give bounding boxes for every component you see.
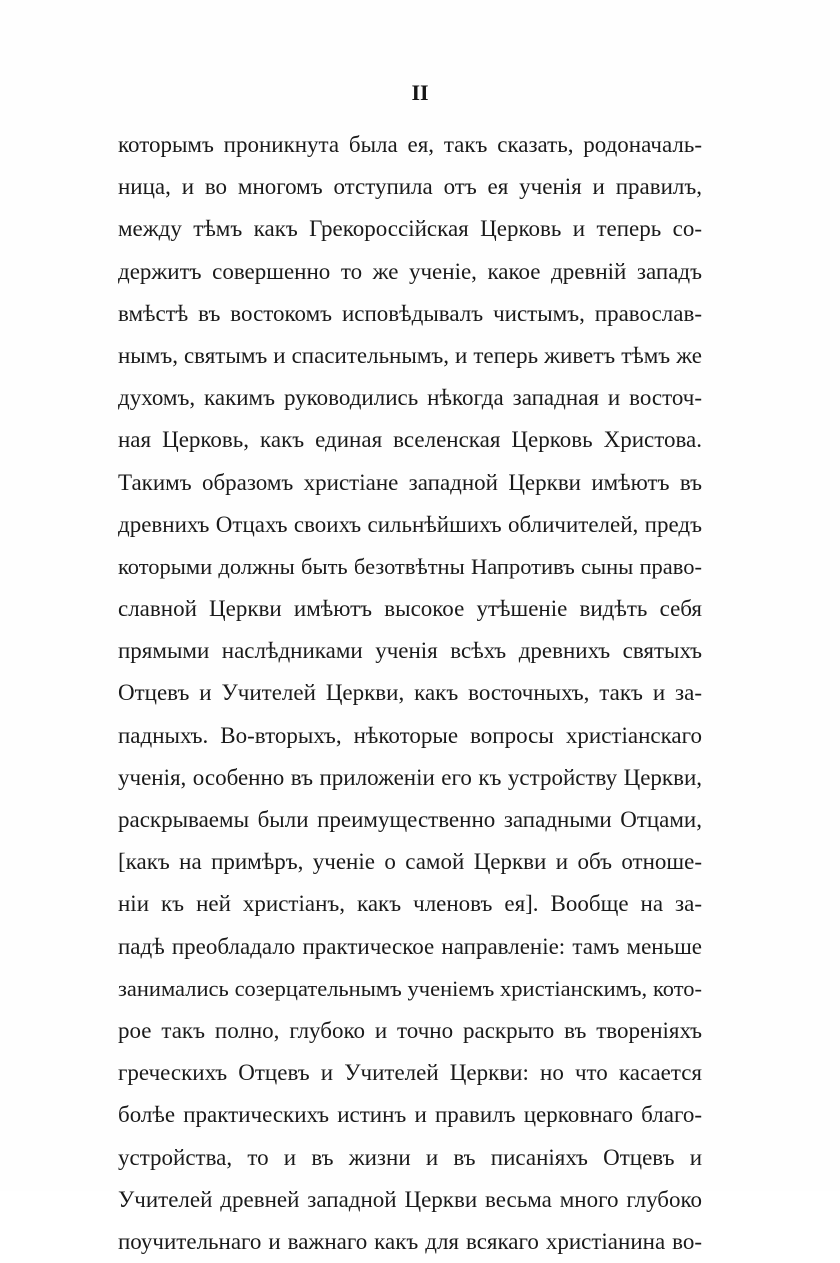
page-number: II — [411, 80, 429, 105]
text-line: ученія, особенно въ приложеніи его къ устройству Церкви, — [118, 764, 702, 790]
text-line: Такимъ образомъ христіане западной Церкви имѣютъ въ — [118, 469, 702, 495]
text-line: болѣе практическихъ истинъ и правилъ церковнаго благо- — [118, 1102, 702, 1128]
text-line: вмѣстѣ въ востокомъ исповѣдывалъ чистымъ, православ- — [118, 300, 702, 326]
text-line: славной Церкви имѣютъ высокое утѣшеніе видѣть себя — [118, 596, 702, 622]
body-text — [118, 124, 702, 1263]
text-line: духомъ, какимъ руководились нѣкогда западная и восточ- — [118, 385, 702, 411]
text-line: раскрываемы были преимущественно западными Отцами, — [118, 807, 702, 832]
text-line: падѣ преобладало практическое направленіе: тамъ меньше — [118, 933, 702, 959]
text-line: держитъ совершенно то же ученіе, какое древній западъ — [118, 258, 702, 284]
text-line: ная Церковь, какъ единая вселенская Церковь Христова. — [118, 427, 702, 453]
text-line: падныхъ. Во-вторыхъ, нѣкоторые вопросы христіанскаго — [118, 722, 702, 748]
text-line: ница, и во многомъ отступила отъ ея ученія и правилъ, — [118, 174, 702, 200]
text-line: которыми должны быть безотвѣтны Напротивъ сыны право- — [118, 553, 702, 579]
text-line: Отцевъ и Учителей Церкви, какъ восточныхъ, такъ и за- — [118, 680, 702, 706]
text-line: которымъ проникнута была ея, такъ сказать, родоначаль- — [118, 132, 702, 157]
text-line: поучительнаго и важнаго какъ для всякаго христіанина во- — [118, 1228, 702, 1254]
text-line: греческихъ Отцевъ и Учителей Церкви: но что касается — [118, 1060, 702, 1086]
text-line: занимались созерцательнымъ ученіемъ христіанскимъ, кото- — [118, 975, 702, 1001]
text-line: рое такъ полно, глубоко и точно раскрыто въ твореніяхъ — [118, 1017, 702, 1043]
text-line: древнихъ Отцахъ своихъ сильнѣйшихъ обличителей, предъ — [118, 511, 702, 537]
text-line: прямыми наслѣдниками ученія всѣхъ древнихъ святыхъ — [118, 638, 702, 664]
text-line: устройства, то и въ жизни и въ писаніяхъ Отцевъ и — [118, 1144, 702, 1170]
text-line: между тѣмъ какъ Грекороссійская Церковь и теперь со- — [118, 216, 702, 242]
text-line: ніи къ ней христіанъ, какъ членовъ ея]. Вообще на за- — [118, 891, 702, 917]
text-line: [какъ на примѣръ, ученіе о самой Церкви и объ отноше- — [118, 849, 702, 875]
text-line: Учителей древней западной Церкви весьма много глубоко — [118, 1186, 702, 1212]
text-line: нымъ, святымъ и спасительнымъ, и теперь живетъ тѣмъ же — [118, 342, 702, 368]
